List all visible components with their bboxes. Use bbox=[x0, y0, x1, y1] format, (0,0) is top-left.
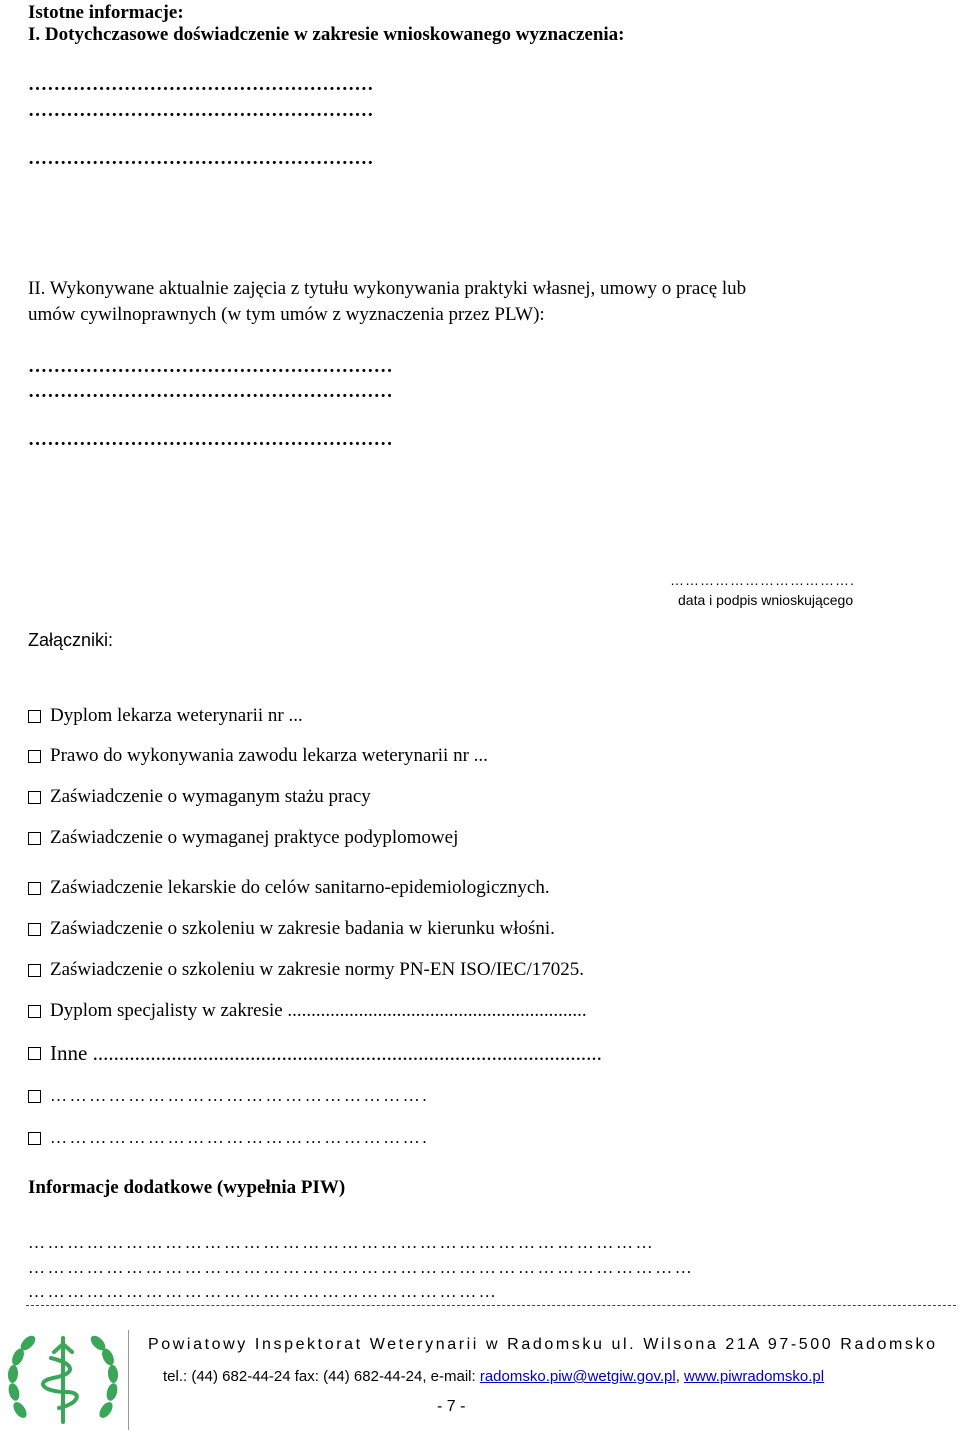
attachment-label: Zaświadczenie lekarskie do celów sanitarno-epidemiologicznych. bbox=[50, 877, 550, 898]
empty-checkbox-icon[interactable] bbox=[28, 1132, 41, 1145]
section1-dot-line: ……………………………………………… bbox=[28, 100, 374, 121]
attachment-label: Zaświadczenie o szkoleniu w zakresie normy PN-EN ISO/IEC/17025. bbox=[50, 959, 584, 980]
footer-contact bbox=[163, 1368, 824, 1385]
section2-dot-line: ………………………………………………… bbox=[28, 356, 393, 377]
section1-dot-line: ……………………………………………… bbox=[28, 148, 374, 169]
attachment-label: …………………………………………………. bbox=[50, 1128, 430, 1147]
attachment-item bbox=[28, 745, 488, 767]
additional-dot-line: …………………………………………………………………………………… bbox=[28, 1233, 656, 1252]
empty-checkbox-icon[interactable] bbox=[28, 1090, 41, 1103]
attachment-label: Inne ................................................................................................. bbox=[50, 1041, 602, 1065]
attachment-label: Zaświadczenie o wymaganej praktyce podyplomowej bbox=[50, 827, 459, 848]
empty-checkbox-icon[interactable] bbox=[28, 750, 41, 763]
signature-dots: ………………………………. bbox=[670, 572, 855, 588]
page-number: - 7 - bbox=[437, 1398, 466, 1415]
section2-title-line1: II. Wykonywane aktualnie zajęcia z tytułu wykonywania praktyki własnej, umowy o pracę lub bbox=[28, 278, 747, 299]
attachment-label: Zaświadczenie o szkoleniu w zakresie badania w kierunku włośni. bbox=[50, 918, 555, 939]
empty-checkbox-icon[interactable] bbox=[28, 964, 41, 977]
empty-checkbox-icon[interactable] bbox=[28, 710, 41, 723]
attachment-item bbox=[28, 918, 555, 940]
attachment-item bbox=[28, 959, 584, 981]
footer-email-link[interactable]: radomsko.piw@wetgiw.gov.pl bbox=[479, 1368, 676, 1385]
footer-divider bbox=[26, 1305, 956, 1306]
empty-checkbox-icon[interactable] bbox=[28, 923, 41, 936]
section1-title: I. Dotychczasowe doświadczenie w zakresie wnioskowanego wyznaczenia: bbox=[28, 24, 625, 45]
empty-checkbox-icon[interactable] bbox=[28, 791, 41, 804]
veterinary-logo-icon bbox=[4, 1330, 122, 1430]
empty-checkbox-icon[interactable] bbox=[28, 1005, 41, 1018]
attachment-item bbox=[28, 1086, 429, 1106]
additional-dot-line: ……………………………………………………………… bbox=[28, 1282, 499, 1301]
additional-dot-line: ………………………………………………………………………………………… bbox=[28, 1258, 695, 1277]
attachment-item bbox=[28, 786, 371, 808]
page-heading: Istotne informacje: bbox=[28, 2, 184, 23]
attachment-label: Dyplom lekarza weterynarii nr ... bbox=[50, 705, 303, 726]
empty-checkbox-icon[interactable] bbox=[28, 882, 41, 895]
footer-website-link[interactable]: www.piwradomsko.pl bbox=[684, 1368, 825, 1385]
attachment-item bbox=[28, 1000, 587, 1022]
attachment-label: Zaświadczenie o wymaganym stażu pracy bbox=[50, 786, 371, 807]
section2-dot-line: ………………………………………………… bbox=[28, 381, 393, 402]
footer-separator: , bbox=[675, 1368, 685, 1385]
attachment-label: Dyplom specjalisty w zakresie ............................................................... bbox=[50, 1000, 587, 1021]
attachment-item bbox=[28, 1128, 429, 1148]
attachment-item bbox=[28, 877, 550, 899]
attachment-item bbox=[28, 705, 303, 727]
attachment-item bbox=[28, 1041, 602, 1066]
attachment-label: Prawo do wykonywania zawodu lekarza weterynarii nr ... bbox=[50, 745, 488, 766]
empty-checkbox-icon[interactable] bbox=[28, 1047, 41, 1060]
section2-dot-line: ………………………………………………… bbox=[28, 429, 393, 450]
section2-title-line2: umów cywilnoprawnych (w tym umów z wyznaczenia przez PLW): bbox=[28, 304, 545, 325]
section1-dot-line: ……………………………………………… bbox=[28, 74, 374, 95]
attachments-title: Załączniki: bbox=[28, 630, 114, 650]
signature-label: data i podpis wnioskującego bbox=[678, 592, 854, 608]
additional-info-title: Informacje dodatkowe (wypełnia PIW) bbox=[28, 1177, 346, 1198]
attachment-label: …………………………………………………. bbox=[50, 1086, 430, 1105]
empty-checkbox-icon[interactable] bbox=[28, 832, 41, 845]
footer-vertical-divider bbox=[128, 1330, 129, 1430]
footer-title: Powiatowy Inspektorat Weterynarii w Radomsku ul. Wilsona 21A 97-500 Radomsko bbox=[148, 1336, 938, 1353]
footer-contact-text: tel.: (44) 682-44-24 fax: (44) 682-44-24, e-mail: bbox=[163, 1368, 480, 1385]
attachment-item bbox=[28, 827, 458, 849]
